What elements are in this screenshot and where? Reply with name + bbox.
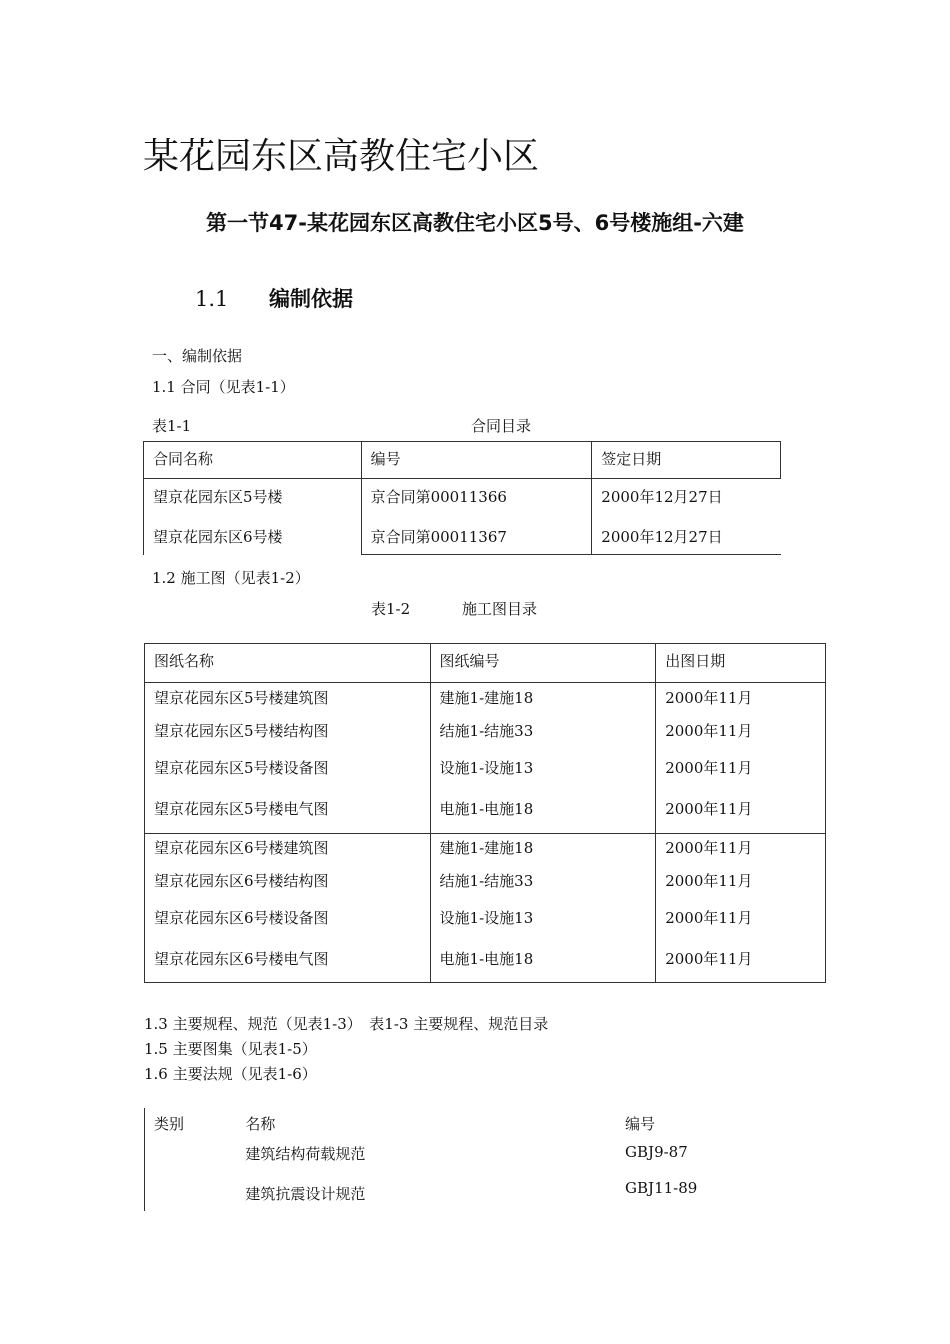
drawing-table bbox=[144, 643, 826, 983]
table-cell bbox=[145, 834, 431, 983]
table-cell bbox=[430, 683, 656, 834]
standards-table bbox=[144, 1108, 744, 1211]
table-header-row bbox=[145, 644, 826, 683]
table-row bbox=[145, 1143, 745, 1179]
document-title: 某花园东区高教住宅小区 bbox=[143, 136, 540, 177]
intro-line: 1.1 合同（见表1-1） bbox=[152, 378, 295, 396]
table-cell-text: 望京花园东区5号楼建筑图 bbox=[154, 689, 329, 707]
table-cell bbox=[656, 834, 826, 983]
table-cell-text: 2000年11月 bbox=[665, 909, 753, 927]
table-cell-text: 2000年11月 bbox=[665, 800, 753, 818]
section-number: 1.1 bbox=[195, 287, 229, 311]
table-cell-text: 2000年11月 bbox=[665, 872, 753, 890]
table-cell-text: 望京花园东区6号楼建筑图 bbox=[154, 839, 329, 857]
table-cell: 建筑结构荷载规范 bbox=[245, 1145, 366, 1163]
table-cell-text: 望京花园东区6号楼 bbox=[153, 528, 283, 546]
table-cell-text: 2000年12月27日 bbox=[601, 488, 723, 506]
table-header-cell: 签定日期 bbox=[592, 442, 781, 479]
body-line: 1.5 主要图集（见表1-5） bbox=[144, 1040, 317, 1058]
table-cell: GBJ9-87 bbox=[625, 1143, 688, 1161]
table-row bbox=[144, 479, 781, 555]
table-cell bbox=[145, 683, 431, 834]
table-cell-text: 2000年11月 bbox=[665, 722, 753, 740]
intro-line: 一、编制依据 bbox=[152, 347, 243, 365]
table-cell-text: 2000年11月 bbox=[665, 689, 753, 707]
table-cell-text: 2000年12月27日 bbox=[601, 528, 723, 546]
table-cell-text: 设施1-设施13 bbox=[439, 909, 534, 927]
table-cell bbox=[656, 683, 826, 834]
table1-label: 表1-1 bbox=[152, 417, 192, 435]
table-header-cell: 图纸编号 bbox=[430, 644, 656, 683]
table2-caption: 施工图目录 bbox=[462, 600, 538, 618]
table-row-group bbox=[145, 834, 826, 983]
table-row bbox=[145, 1179, 745, 1211]
table-cell bbox=[145, 1179, 237, 1211]
table-header-cell: 编号 bbox=[361, 442, 592, 479]
table-cell-text: 电施1-电施18 bbox=[439, 800, 534, 818]
table-cell-text: 电施1-电施18 bbox=[439, 950, 534, 968]
table-header-cell: 图纸名称 bbox=[145, 644, 431, 683]
table-cell-text: 结施1-结施33 bbox=[439, 722, 534, 740]
section-heading-text: 编制依据 bbox=[269, 287, 353, 311]
table-header-row bbox=[144, 442, 781, 479]
table-cell bbox=[592, 479, 781, 555]
line-1-2: 1.2 施工图（见表1-2） bbox=[152, 569, 310, 587]
table-cell-text: 望京花园东区5号楼设备图 bbox=[154, 759, 329, 777]
contract-table bbox=[143, 441, 781, 555]
table-header-row bbox=[145, 1108, 745, 1143]
body-line: 1.3 主要规程、规范（见表1-3） 表1-3 主要规程、规范目录 bbox=[144, 1015, 549, 1033]
table-cell bbox=[144, 479, 362, 555]
table-cell: GBJ11-89 bbox=[625, 1179, 698, 1197]
table-cell-text: 望京花园东区5号楼 bbox=[153, 488, 283, 506]
table-row-group bbox=[145, 683, 826, 834]
section-subtitle: 第一节47-某花园东区高教住宅小区5号、6号楼施组-六建 bbox=[206, 211, 744, 235]
table-cell-text: 设施1-设施13 bbox=[439, 759, 534, 777]
table-cell: 建筑抗震设计规范 bbox=[245, 1185, 366, 1203]
table-cell-text: 2000年11月 bbox=[665, 759, 753, 777]
table-cell-text: 建施1-建施18 bbox=[439, 689, 534, 707]
section-heading bbox=[195, 283, 353, 313]
table-header-cell: 类别 bbox=[154, 1115, 185, 1133]
table-cell-text: 结施1-结施33 bbox=[439, 872, 534, 890]
body-line: 1.6 主要法规（见表1-6） bbox=[144, 1065, 317, 1083]
table-cell-text: 望京花园东区5号楼电气图 bbox=[154, 800, 329, 818]
table-header-cell: 编号 bbox=[625, 1115, 656, 1133]
table-header-cell: 合同名称 bbox=[144, 442, 362, 479]
table-cell-text: 望京花园东区6号楼电气图 bbox=[154, 950, 329, 968]
table-cell bbox=[361, 479, 592, 555]
table-header-cell: 名称 bbox=[245, 1115, 276, 1133]
table-cell bbox=[430, 834, 656, 983]
table-cell-text: 2000年11月 bbox=[665, 839, 753, 857]
table-cell-text: 望京花园东区6号楼设备图 bbox=[154, 909, 329, 927]
table-cell-text: 望京花园东区5号楼结构图 bbox=[154, 722, 329, 740]
table-cell-text: 2000年11月 bbox=[665, 950, 753, 968]
table-cell-text: 京合同第00011366 bbox=[370, 488, 507, 506]
table-cell-text: 望京花园东区6号楼结构图 bbox=[154, 872, 329, 890]
table-header-cell: 出图日期 bbox=[656, 644, 826, 683]
table2-label: 表1-2 bbox=[371, 600, 411, 618]
table-cell bbox=[145, 1143, 237, 1179]
table-cell-text: 京合同第00011367 bbox=[370, 528, 507, 546]
table-cell-text: 建施1-建施18 bbox=[439, 839, 534, 857]
table1-caption: 合同目录 bbox=[471, 417, 532, 435]
